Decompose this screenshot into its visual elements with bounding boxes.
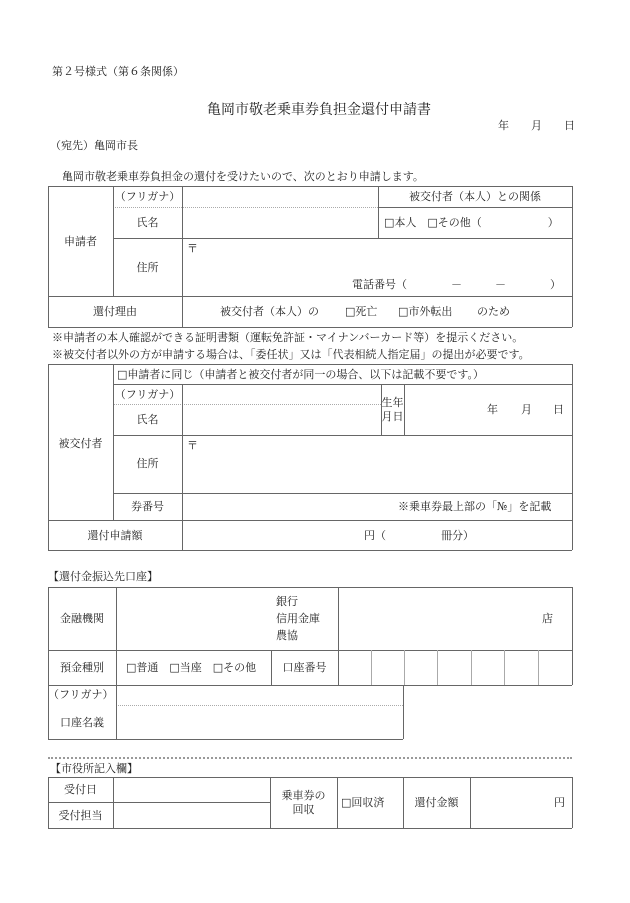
deposit-type-label: 預金種別: [60, 661, 104, 674]
recipient-postal-mark: 〒: [187, 439, 198, 452]
refund-reason-suffix: のため: [477, 305, 510, 318]
birth-label-line1: 生年: [381, 396, 404, 409]
bank-section-title: 【還付金振込先口座】: [48, 570, 158, 583]
collected-checkbox[interactable]: □回収済: [341, 796, 385, 809]
refund-amount-field[interactable]: 円（ 冊分）: [364, 529, 474, 542]
note-id-proof: ※申請者の本人確認ができる証明書類（運転免許証・マイナンバーカード等）を提示ください。: [52, 331, 524, 344]
applicant-name-label: 氏名: [136, 216, 159, 229]
recipient-furigana-label: （フリガナ）: [114, 388, 181, 401]
type-credit-union[interactable]: 信用金庫: [276, 612, 320, 625]
office-yen-suffix: 円: [554, 796, 565, 809]
account-furigana-label: （フリガナ）: [48, 688, 114, 701]
recipient-name-label: 氏名: [136, 413, 159, 426]
type-agricultural-coop[interactable]: 農協: [276, 629, 298, 642]
applicant-name-field[interactable]: [183, 208, 377, 237]
refund-reason-label: 還付理由: [93, 305, 137, 318]
birth-year[interactable]: 年: [487, 403, 498, 416]
applicant-address-label: 住所: [136, 261, 159, 274]
refund-reason-prefix: 被交付者（本人）の: [220, 305, 319, 318]
institution-name-field[interactable]: [117, 588, 272, 649]
recipient-label: 被交付者: [58, 437, 103, 450]
branch-field[interactable]: [339, 588, 539, 649]
recipient-address-field[interactable]: [183, 436, 571, 492]
account-furigana-field[interactable]: [117, 686, 402, 704]
date-month: 月: [531, 119, 542, 132]
reason-move-checkbox[interactable]: □市外転出: [398, 305, 453, 318]
recipient-address-label: 住所: [136, 457, 159, 470]
addressee: （宛先）亀岡市長: [50, 139, 138, 152]
applicant-postal-mark: 〒: [187, 242, 198, 255]
received-staff-label: 受付担当: [58, 809, 103, 822]
account-name-label: 口座名義: [60, 716, 104, 729]
ticket-collection-label-1: 乗車券の: [281, 789, 326, 802]
ticket-number-note: ※乗車券最上部の「№」を記載: [398, 500, 552, 513]
applicant-furigana-label: （フリガナ）: [114, 190, 181, 203]
applicant-address-field[interactable]: [183, 239, 571, 275]
office-section-title: 【市役所記入欄】: [50, 762, 138, 775]
ticket-collection-label-2: 回収: [292, 803, 315, 816]
cut-line-divider: [48, 757, 572, 759]
refund-amount-label: 還付申請額: [87, 529, 143, 542]
relation-label: 被交付者（本人）との関係: [409, 190, 541, 203]
deposit-type-options[interactable]: □普通 □当座 □その他: [126, 661, 257, 674]
recipient-furigana-field[interactable]: [183, 385, 380, 403]
note-proxy: ※被交付者以外の方が申請する場合は、「委任状」又は「代表相続人指定届」の提出が必要です。: [52, 348, 530, 361]
date-year: 年: [498, 119, 509, 132]
relation-options[interactable]: □本人 □その他（ ）: [384, 216, 559, 229]
applicant-label: 申請者: [64, 235, 97, 248]
office-refund-amount-field[interactable]: [471, 778, 551, 827]
birth-day[interactable]: 日: [553, 403, 564, 416]
type-bank[interactable]: 銀行: [276, 595, 298, 608]
ticket-number-label: 券番号: [131, 500, 164, 513]
branch-suffix: 店: [542, 612, 553, 625]
ticket-number-field[interactable]: [183, 494, 393, 519]
received-date-label: 受付日: [64, 783, 97, 796]
birth-month[interactable]: 月: [521, 403, 532, 416]
applicant-furigana-field[interactable]: [183, 187, 377, 206]
received-staff-field[interactable]: [114, 803, 269, 827]
birth-label-line2: 月日: [381, 410, 404, 423]
intro-text: 亀岡市敬老乗車券負担金の還付を受けたいので、次のとおり申請します。: [62, 170, 424, 183]
institution-label: 金融機関: [60, 612, 104, 625]
recipient-name-field[interactable]: [183, 405, 380, 434]
form-number: 第２号様式（第６条関係）: [52, 65, 184, 78]
account-number-label: 口座番号: [282, 661, 327, 674]
date-day: 日: [564, 119, 575, 132]
office-refund-amount-label: 還付金額: [414, 796, 459, 809]
reason-death-checkbox[interactable]: □死亡: [345, 305, 378, 318]
applicant-phone[interactable]: 電話番号（ － － ）: [352, 278, 561, 291]
page-title: 亀岡市敬老乗車券負担金還付申請書: [207, 102, 431, 118]
account-name-field[interactable]: [117, 706, 402, 738]
received-date-field[interactable]: [114, 778, 269, 801]
same-as-applicant-checkbox[interactable]: □申請者に同じ（申請者と被交付者が同一の場合、以下は記載不要です。）: [117, 368, 485, 381]
